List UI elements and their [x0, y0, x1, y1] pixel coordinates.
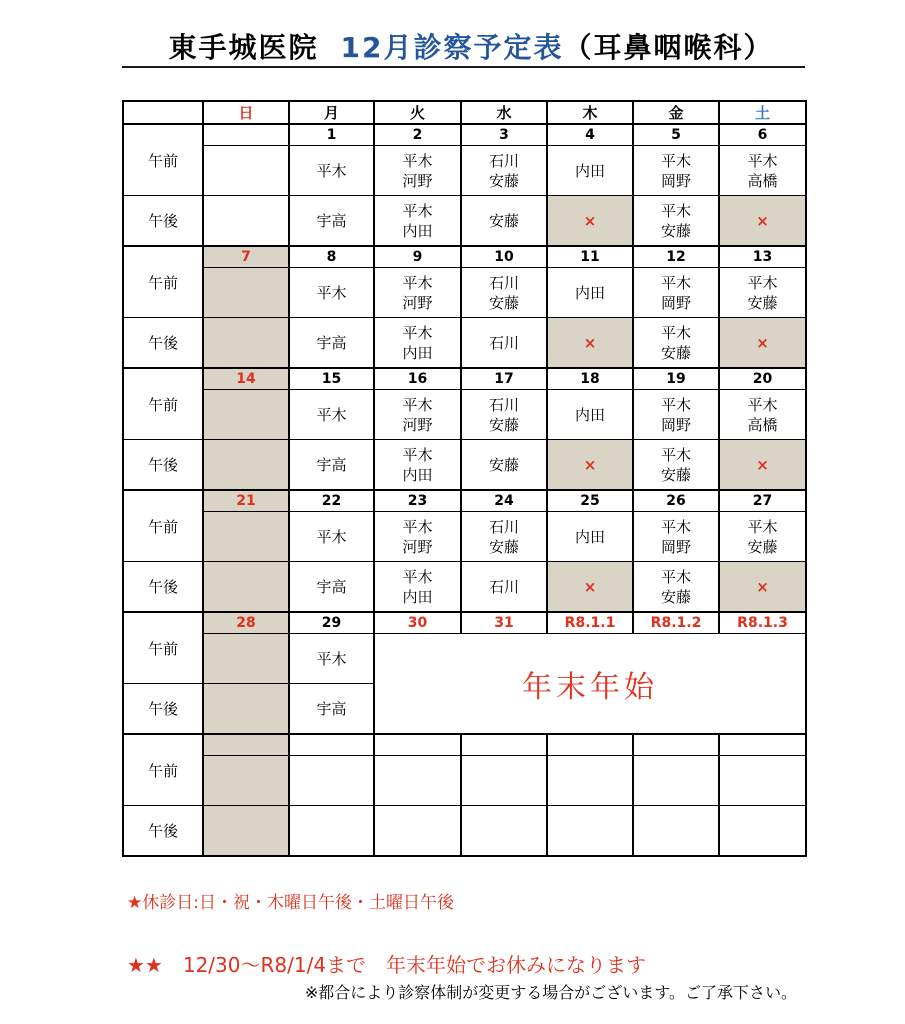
- date-thu: 25: [547, 490, 633, 512]
- date-sun: [203, 734, 289, 756]
- weekday-sunday: 日: [203, 101, 289, 124]
- week-morning-row: [123, 268, 806, 318]
- morning-slot-sun: [203, 512, 289, 562]
- date-fri: R8.1.2: [633, 612, 719, 634]
- doctor-name: 岡野: [660, 293, 691, 312]
- morning-slot-thu: [547, 756, 633, 806]
- schedule-body: [123, 124, 806, 856]
- doctor-name: 岡野: [660, 537, 691, 556]
- afternoon-slot-sun: [203, 562, 289, 613]
- doctor-name: 内田: [402, 587, 433, 606]
- afternoon-slot-sat: [719, 318, 806, 369]
- afternoon-slot-thu: [547, 196, 633, 247]
- afternoon-slot-tue: [374, 318, 461, 369]
- doctor-name: 平木: [316, 161, 347, 180]
- morning-slot-tue: [374, 756, 461, 806]
- closed-x-mark: ×: [756, 577, 769, 596]
- doctor-name: 宇高: [316, 455, 347, 474]
- doctor-name: 河野: [402, 171, 433, 190]
- morning-slot-wed: [461, 390, 547, 440]
- afternoon-slot-thu: [547, 562, 633, 613]
- label-morning: 午前: [123, 734, 203, 806]
- doctor-name: 平木: [747, 517, 778, 536]
- date-thu: R8.1.1: [547, 612, 633, 634]
- doctor-name: 内田: [574, 405, 605, 424]
- afternoon-slot-sat: [719, 196, 806, 247]
- label-morning: 午前: [123, 612, 203, 684]
- date-sat: R8.1.3: [719, 612, 806, 634]
- label-afternoon: 午後: [123, 562, 203, 613]
- date-fri: 5: [633, 124, 719, 146]
- closed-x-mark: ×: [583, 211, 597, 230]
- date-sun: 14: [203, 368, 289, 390]
- morning-slot-fri: [633, 390, 719, 440]
- label-afternoon: 午後: [123, 196, 203, 247]
- morning-slot-sat: [719, 268, 806, 318]
- date-tue: 16: [374, 368, 461, 390]
- schedule-change-disclaimer: ※都合により診察体制が変更する場合がございます。ご了承下さい。: [304, 983, 797, 1002]
- closed-x-mark: ×: [583, 455, 597, 474]
- morning-slot-sat: [719, 756, 806, 806]
- doctor-name: 安藤: [488, 415, 519, 434]
- doctor-name: 石川: [488, 517, 519, 536]
- date-thu: [547, 734, 633, 756]
- morning-slot-fri: [633, 268, 719, 318]
- morning-slot-sun: [203, 756, 289, 806]
- clinic-name: 東手城医院: [168, 31, 319, 64]
- doctor-name: 石川: [488, 273, 519, 292]
- date-fri: [633, 734, 719, 756]
- week-date-row: [123, 124, 806, 146]
- doctor-name: 安藤: [747, 537, 778, 556]
- doctor-name: 内田: [574, 527, 605, 546]
- closed-days-note: ★休診日:日・祝・木曜日午後・土曜日午後: [127, 893, 454, 913]
- doctor-name: 河野: [402, 537, 433, 556]
- date-mon: 15: [289, 368, 374, 390]
- week-afternoon-row: [123, 318, 806, 369]
- label-morning: 午前: [123, 124, 203, 196]
- date-wed: 10: [461, 246, 547, 268]
- morning-slot-tue: [374, 512, 461, 562]
- date-tue: 2: [374, 124, 461, 146]
- schedule-title: 12月診察予定表: [340, 31, 564, 64]
- doctor-name: 平木: [747, 273, 778, 292]
- doctor-name: 平木: [316, 283, 347, 302]
- afternoon-slot-thu: [547, 440, 633, 491]
- doctor-name: 内田: [402, 221, 433, 240]
- afternoon-slot-sun: [203, 318, 289, 369]
- label-morning: 午前: [123, 490, 203, 562]
- date-sun: 21: [203, 490, 289, 512]
- weekday-tuesday: 火: [374, 101, 461, 124]
- morning-slot-fri: [633, 756, 719, 806]
- date-thu: 4: [547, 124, 633, 146]
- date-mon: 8: [289, 246, 374, 268]
- doctor-name: 安藤: [660, 465, 691, 484]
- morning-slot-mon: [289, 634, 374, 684]
- date-fri: 19: [633, 368, 719, 390]
- date-fri: 26: [633, 490, 719, 512]
- afternoon-slot-thu: [547, 806, 633, 857]
- doctor-name: 平木: [402, 517, 433, 536]
- doctor-name: 安藤: [660, 343, 691, 362]
- week-date-row: [123, 246, 806, 268]
- afternoon-slot-mon: [289, 562, 374, 613]
- department-name: （耳鼻咽喉科）: [563, 31, 774, 64]
- weekday-thursday: 木: [547, 101, 633, 124]
- week-date-row: [123, 734, 806, 756]
- date-wed: [461, 734, 547, 756]
- date-sun: 7: [203, 246, 289, 268]
- afternoon-slot-wed: [461, 440, 547, 491]
- afternoon-slot-wed: [461, 806, 547, 857]
- doctor-name: 平木: [660, 517, 691, 536]
- morning-slot-wed: [461, 146, 547, 196]
- date-wed: 3: [461, 124, 547, 146]
- afternoon-slot-wed: [461, 318, 547, 369]
- doctor-name: 高橋: [747, 171, 778, 190]
- doctor-name: 安藤: [488, 211, 519, 230]
- week-morning-row: [123, 512, 806, 562]
- date-wed: 31: [461, 612, 547, 634]
- afternoon-slot-mon: [289, 318, 374, 369]
- morning-slot-sun: [203, 634, 289, 684]
- morning-slot-tue: [374, 146, 461, 196]
- week-date-row: [123, 490, 806, 512]
- week-afternoon-row: [123, 562, 806, 613]
- date-mon: 22: [289, 490, 374, 512]
- year-end-closed-cell: [374, 634, 806, 735]
- weekday-wednesday: 水: [461, 101, 547, 124]
- doctor-name: 宇高: [316, 211, 347, 230]
- afternoon-slot-sun: [203, 806, 289, 857]
- date-sat: 13: [719, 246, 806, 268]
- doctor-name: 平木: [316, 405, 347, 424]
- doctor-name: 平木: [660, 151, 691, 170]
- afternoon-slot-sat: [719, 562, 806, 613]
- doctor-name: 宇高: [316, 333, 347, 352]
- label-afternoon: 午後: [123, 684, 203, 735]
- afternoon-slot-tue: [374, 196, 461, 247]
- date-sat: [719, 734, 806, 756]
- doctor-name: 内田: [574, 161, 605, 180]
- header-corner: [123, 101, 203, 124]
- morning-slot-mon: [289, 756, 374, 806]
- afternoon-slot-tue: [374, 440, 461, 491]
- afternoon-slot-mon: [289, 684, 374, 735]
- afternoon-slot-wed: [461, 196, 547, 247]
- week-date-row: [123, 368, 806, 390]
- afternoon-slot-tue: [374, 806, 461, 857]
- doctor-name: 石川: [488, 151, 519, 170]
- date-tue: 9: [374, 246, 461, 268]
- closed-x-mark: ×: [583, 333, 597, 352]
- weekday-monday: 月: [289, 101, 374, 124]
- doctor-name: 平木: [402, 395, 433, 414]
- doctor-name: 平木: [316, 527, 347, 546]
- morning-slot-mon: [289, 146, 374, 196]
- morning-slot-tue: [374, 390, 461, 440]
- year-end-holiday-notice: ★★ 12/30～R8/1/4まで 年末年始でお休みになります: [127, 953, 647, 977]
- afternoon-slot-mon: [289, 806, 374, 857]
- week-date-row: [123, 612, 806, 634]
- morning-slot-fri: [633, 512, 719, 562]
- doctor-name: 平木: [660, 273, 691, 292]
- date-tue: 30: [374, 612, 461, 634]
- morning-slot-sun: [203, 268, 289, 318]
- morning-slot-tue: [374, 268, 461, 318]
- date-wed: 17: [461, 368, 547, 390]
- week-morning-row: [123, 756, 806, 806]
- year-end-closed-label: 年末年始: [522, 669, 658, 705]
- doctor-name: 宇高: [316, 577, 347, 596]
- date-mon: 1: [289, 124, 374, 146]
- doctor-name: 安藤: [747, 293, 778, 312]
- date-fri: 12: [633, 246, 719, 268]
- date-sat: 27: [719, 490, 806, 512]
- page-title: [126, 29, 816, 67]
- weekday-friday: 金: [633, 101, 719, 124]
- doctor-name: 安藤: [488, 537, 519, 556]
- weekday-header-row: [123, 101, 806, 124]
- morning-slot-thu: [547, 146, 633, 196]
- date-sun: [203, 124, 289, 146]
- schedule-table: [122, 100, 807, 857]
- week-afternoon-row: [123, 806, 806, 857]
- closed-x-mark: ×: [756, 455, 769, 474]
- morning-slot-wed: [461, 268, 547, 318]
- doctor-name: 内田: [574, 283, 605, 302]
- doctor-name: 平木: [660, 445, 691, 464]
- morning-slot-sat: [719, 390, 806, 440]
- doctor-name: 石川: [488, 577, 519, 596]
- date-mon: [289, 734, 374, 756]
- date-wed: 24: [461, 490, 547, 512]
- title-underline: [122, 66, 805, 68]
- morning-slot-thu: [547, 390, 633, 440]
- morning-slot-sun: [203, 146, 289, 196]
- doctor-name: 安藤: [660, 587, 691, 606]
- morning-slot-sun: [203, 390, 289, 440]
- date-thu: 11: [547, 246, 633, 268]
- doctor-name: 平木: [660, 323, 691, 342]
- doctor-name: 安藤: [660, 221, 691, 240]
- afternoon-slot-sun: [203, 440, 289, 491]
- date-sat: 6: [719, 124, 806, 146]
- doctor-name: 石川: [488, 333, 519, 352]
- morning-slot-wed: [461, 756, 547, 806]
- doctor-name: 安藤: [488, 171, 519, 190]
- morning-slot-mon: [289, 390, 374, 440]
- doctor-name: 平木: [747, 151, 778, 170]
- doctor-name: 平木: [402, 567, 433, 586]
- date-tue: 23: [374, 490, 461, 512]
- afternoon-slot-fri: [633, 440, 719, 491]
- doctor-name: 宇高: [316, 699, 347, 718]
- doctor-name: 平木: [402, 151, 433, 170]
- doctor-name: 安藤: [488, 455, 519, 474]
- afternoon-slot-fri: [633, 196, 719, 247]
- doctor-name: 岡野: [660, 171, 691, 190]
- date-sun: 28: [203, 612, 289, 634]
- doctor-name: 安藤: [488, 293, 519, 312]
- doctor-name: 平木: [316, 649, 347, 668]
- date-mon: 29: [289, 612, 374, 634]
- week-morning-row: [123, 634, 806, 684]
- doctor-name: 内田: [402, 343, 433, 362]
- doctor-name: 石川: [488, 395, 519, 414]
- date-tue: [374, 734, 461, 756]
- afternoon-slot-thu: [547, 318, 633, 369]
- doctor-name: 平木: [402, 201, 433, 220]
- doctor-name: 平木: [402, 445, 433, 464]
- morning-slot-fri: [633, 146, 719, 196]
- afternoon-slot-fri: [633, 806, 719, 857]
- doctor-name: 岡野: [660, 415, 691, 434]
- morning-slot-sat: [719, 512, 806, 562]
- date-sat: 20: [719, 368, 806, 390]
- closed-x-mark: ×: [756, 333, 769, 352]
- label-afternoon: 午後: [123, 806, 203, 857]
- week-morning-row: [123, 390, 806, 440]
- week-afternoon-row: [123, 196, 806, 247]
- doctor-name: 高橋: [747, 415, 778, 434]
- afternoon-slot-tue: [374, 562, 461, 613]
- afternoon-slot-sat: [719, 440, 806, 491]
- doctor-name: 平木: [402, 273, 433, 292]
- date-thu: 18: [547, 368, 633, 390]
- morning-slot-mon: [289, 268, 374, 318]
- afternoon-slot-fri: [633, 318, 719, 369]
- label-morning: 午前: [123, 246, 203, 318]
- doctor-name: 平木: [660, 395, 691, 414]
- doctor-name: 平木: [660, 567, 691, 586]
- label-afternoon: 午後: [123, 318, 203, 369]
- afternoon-slot-mon: [289, 440, 374, 491]
- afternoon-slot-sun: [203, 684, 289, 735]
- doctor-name: 平木: [660, 201, 691, 220]
- morning-slot-thu: [547, 268, 633, 318]
- week-morning-row: [123, 146, 806, 196]
- weekday-saturday: 土: [719, 101, 806, 124]
- morning-slot-thu: [547, 512, 633, 562]
- morning-slot-mon: [289, 512, 374, 562]
- afternoon-slot-sun: [203, 196, 289, 247]
- closed-x-mark: ×: [756, 211, 769, 230]
- label-morning: 午前: [123, 368, 203, 440]
- afternoon-slot-sat: [719, 806, 806, 857]
- doctor-name: 河野: [402, 415, 433, 434]
- doctor-name: 河野: [402, 293, 433, 312]
- label-afternoon: 午後: [123, 440, 203, 491]
- morning-slot-wed: [461, 512, 547, 562]
- afternoon-slot-fri: [633, 562, 719, 613]
- doctor-name: 内田: [402, 465, 433, 484]
- doctor-name: 平木: [747, 395, 778, 414]
- afternoon-slot-mon: [289, 196, 374, 247]
- week-afternoon-row: [123, 440, 806, 491]
- afternoon-slot-wed: [461, 562, 547, 613]
- doctor-name: 平木: [402, 323, 433, 342]
- closed-x-mark: ×: [583, 577, 597, 596]
- morning-slot-sat: [719, 146, 806, 196]
